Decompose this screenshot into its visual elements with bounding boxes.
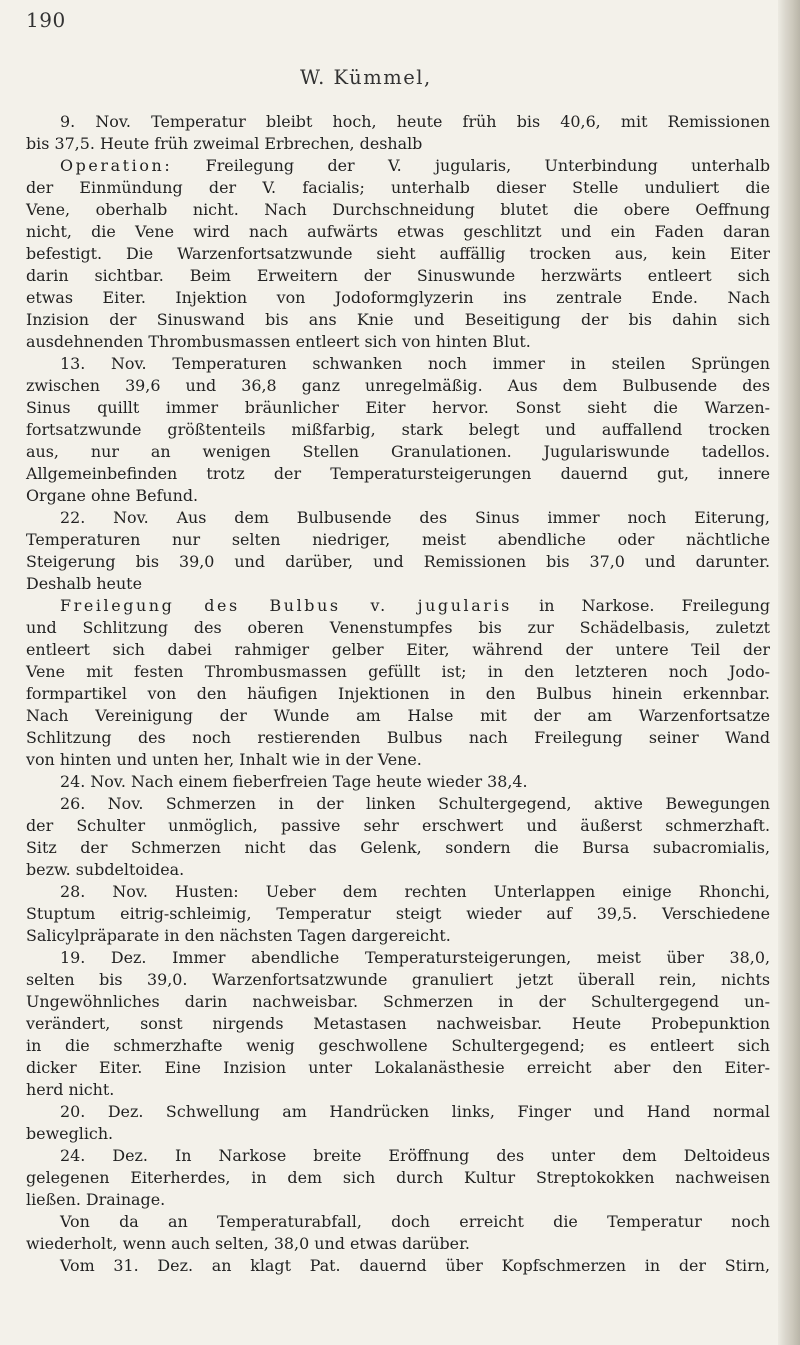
text-line (26, 859, 770, 881)
line-text: 28. Nov. Husten: Ueber dem rechten Unterlappen einige Rhonchi, (60, 882, 770, 901)
spaced-heading: Freilegung des Bulbus v. jugularis (60, 596, 512, 615)
text-line (26, 705, 770, 727)
text-line (26, 727, 770, 749)
line-text: 26. Nov. Schmerzen in der linken Schultergegend, aktive Bewegungen (60, 794, 770, 813)
spaced-heading: Operation: (60, 156, 173, 175)
line-text: 22. Nov. Aus dem Bulbusende des Sinus immer noch Eiterung, (60, 508, 770, 527)
text-line (26, 507, 770, 529)
text-line (26, 1145, 770, 1167)
line-text: nicht, die Vene wird nach aufwärts etwas geschlitzt und ein Faden daran (26, 222, 770, 241)
body-text (26, 111, 770, 1277)
text-line (26, 309, 770, 331)
text-line (26, 969, 770, 991)
line-text: ließen. Drainage. (26, 1190, 166, 1209)
line-text: der Schulter unmöglich, passive sehr erschwert und äußerst schmerzhaft. (26, 816, 770, 835)
line-text: Sitz der Schmerzen nicht das Gelenk, sondern die Bursa subacromialis, (26, 838, 770, 857)
line-text: ausdehnenden Thrombusmassen entleert sich von hinten Blut. (26, 332, 531, 351)
text-line (26, 441, 770, 463)
line-text: Allgemeinbefinden trotz der Temperatursteigerungen dauernd gut, innere (26, 464, 770, 483)
line-text: aus, nur an wenigen Stellen Granulationen. Jugulariswunde tadellos. (26, 442, 770, 461)
line-text: Inzision der Sinuswand bis ans Knie und Beseitigung der bis dahin sich (26, 310, 770, 329)
line-text: Temperaturen nur selten niedriger, meist abendliche oder nächtliche (26, 530, 770, 549)
line-text: darin sichtbar. Beim Erweitern der Sinuswunde herzwärts entleert sich (26, 266, 770, 285)
text-line (26, 551, 770, 573)
line-text: und Schlitzung des oberen Venenstumpfes bis zur Schädelbasis, zuletzt (26, 618, 770, 637)
text-line (26, 397, 770, 419)
text-line (26, 1233, 770, 1255)
line-text: bezw. subdeltoidea. (26, 860, 185, 879)
line-text: Freilegung der V. jugularis, Unterbindung unterhalb (172, 156, 770, 175)
line-text: 13. Nov. Temperaturen schwanken noch immer in steilen Sprüngen (60, 354, 770, 373)
line-text: Organe ohne Befund. (26, 486, 199, 505)
text-line (26, 221, 770, 243)
text-line (26, 925, 770, 947)
text-line (26, 419, 770, 441)
line-text: fortsatzwunde größtenteils mißfarbig, stark belegt und auffallend trocken (26, 420, 770, 439)
text-line (26, 353, 770, 375)
line-text: selten bis 39,0. Warzenfortsatzwunde granuliert jetzt überall rein, nichts (26, 970, 770, 989)
line-text: verändert, sonst nirgends Metastasen nachweisbar. Heute Probepunktion (26, 1014, 770, 1033)
text-line (26, 133, 770, 155)
text-line (26, 463, 770, 485)
text-line (26, 265, 770, 287)
text-line (26, 1167, 770, 1189)
text-line (26, 573, 770, 595)
line-text: beweglich. (26, 1124, 114, 1143)
text-line (26, 815, 770, 837)
text-line (26, 375, 770, 397)
text-line (26, 1035, 770, 1057)
line-text: Ungewöhnliches darin nachweisbar. Schmerzen in der Schultergegend un- (26, 992, 770, 1011)
text-line (26, 793, 770, 815)
running-head: W. Kümmel, (300, 66, 432, 89)
line-text: von hinten und unten her, Inhalt wie in der Vene. (26, 750, 422, 769)
line-text: gelegenen Eiterherdes, in dem sich durch Kultur Streptokokken nachweisen (26, 1168, 770, 1187)
line-text: formpartikel von den häufigen Injektionen in den Bulbus hinein erkennbar. (26, 684, 770, 703)
line-text: in die schmerzhafte wenig geschwollene Schultergegend; es entleert sich (26, 1036, 770, 1055)
text-line (26, 881, 770, 903)
text-line (26, 947, 770, 969)
text-line (26, 1101, 770, 1123)
line-text: 24. Dez. In Narkose breite Eröffnung des unter dem Deltoideus (60, 1146, 770, 1165)
line-text: der Einmündung der V. facialis; unterhalb dieser Stelle unduliert die (26, 178, 770, 197)
text-line (26, 1057, 770, 1079)
line-text: Salicylpräparate in den nächsten Tagen dargereicht. (26, 926, 451, 945)
text-line (26, 485, 770, 507)
text-line (26, 771, 770, 793)
text-line (26, 111, 770, 133)
line-text: entleert sich dabei rahmiger gelber Eiter, während der untere Teil der (26, 640, 770, 659)
text-line (26, 639, 770, 661)
line-text: Steigerung bis 39,0 und darüber, und Remissionen bis 37,0 und darunter. (26, 552, 770, 571)
page-edge-shadow (778, 0, 800, 1345)
text-line (26, 661, 770, 683)
line-text: Von da an Temperaturabfall, doch erreicht die Temperatur noch (60, 1212, 770, 1231)
line-text: herd nicht. (26, 1080, 115, 1099)
line-text: 20. Dez. Schwellung am Handrücken links, Finger und Hand normal (60, 1102, 770, 1121)
line-text: Vene, oberhalb nicht. Nach Durchschneidung blutet die obere Oeffnung (26, 200, 770, 219)
text-line (26, 595, 770, 617)
text-line (26, 1255, 770, 1277)
text-line (26, 529, 770, 551)
text-line (26, 1211, 770, 1233)
line-text: in Narkose. Freilegung (511, 596, 770, 615)
text-line (26, 199, 770, 221)
line-text: dicker Eiter. Eine Inzision unter Lokalanästhesie erreicht aber den Eiter- (26, 1058, 770, 1077)
text-line (26, 903, 770, 925)
text-line (26, 1189, 770, 1211)
text-line (26, 1013, 770, 1035)
line-text: Sinus quillt immer bräunlicher Eiter hervor. Sonst sieht die Warzen- (26, 398, 770, 417)
line-text: 19. Dez. Immer abendliche Temperatursteigerungen, meist über 38,0, (60, 948, 770, 967)
line-text: Schlitzung des noch restierenden Bulbus nach Freilegung seiner Wand (26, 728, 770, 747)
line-text: wiederholt, wenn auch selten, 38,0 und etwas darüber. (26, 1234, 470, 1253)
line-text: 24. Nov. Nach einem fieberfreien Tage heute wieder 38,4. (60, 772, 528, 791)
line-text: zwischen 39,6 und 36,8 ganz unregelmäßig. Aus dem Bulbusende des (26, 376, 770, 395)
line-text: etwas Eiter. Injektion von Jodoformglyzerin ins zentrale Ende. Nach (26, 288, 770, 307)
text-line (26, 749, 770, 771)
line-text: Vene mit festen Thrombusmassen gefüllt ist; in den letzteren noch Jodo- (26, 662, 770, 681)
line-text: befestigt. Die Warzenfortsatzwunde sieht auffällig trocken aus, kein Eiter (26, 244, 770, 263)
text-line (26, 1079, 770, 1101)
text-line (26, 617, 770, 639)
line-text: Deshalb heute (26, 574, 142, 593)
text-line (26, 1123, 770, 1145)
text-line (26, 991, 770, 1013)
text-line (26, 331, 770, 353)
page-number: 190 (26, 8, 66, 32)
line-text: Nach Vereinigung der Wunde am Halse mit der am Warzenfortsatze (26, 706, 770, 725)
text-line (26, 243, 770, 265)
text-line (26, 287, 770, 309)
text-line (26, 155, 770, 177)
line-text: Stuptum eitrig-schleimig, Temperatur steigt wieder auf 39,5. Verschiedene (26, 904, 770, 923)
text-line (26, 837, 770, 859)
line-text: Vom 31. Dez. an klagt Pat. dauernd über Kopfschmerzen in der Stirn, (60, 1256, 770, 1275)
line-text: 9. Nov. Temperatur bleibt hoch, heute früh bis 40,6, mit Remissionen (60, 112, 770, 131)
line-text: bis 37,5. Heute früh zweimal Erbrechen, deshalb (26, 134, 423, 153)
text-line (26, 683, 770, 705)
text-line (26, 177, 770, 199)
